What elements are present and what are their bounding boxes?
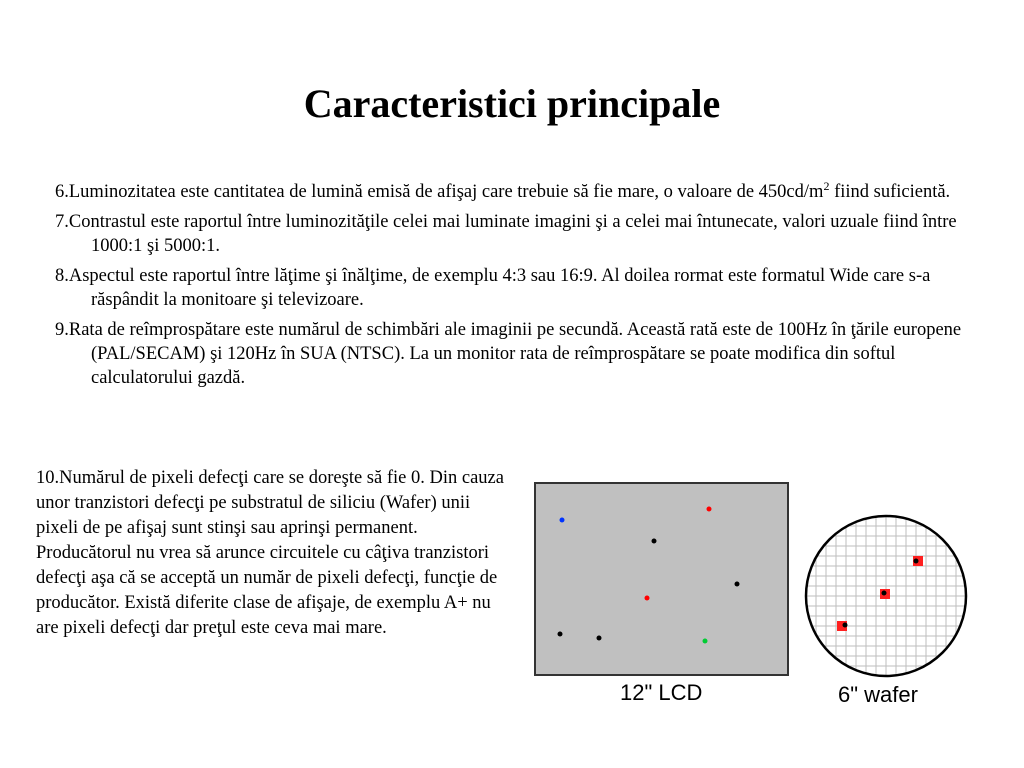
- characteristics-list: [55, 180, 975, 396]
- figure-drawing: [525, 470, 995, 720]
- defective-pixel-black: [735, 582, 740, 587]
- list-item-refresh-rate: 9.Rata de reîmprospătare este numărul de schimbări ale imaginii pe secundă. Această rată este de 100Hz în ţările europene (PAL/SECAM) şi 120Hz în SUA (NTSC). La un monitor rata de reîmprospătare se poate modifica din softul calculatorului gazdă.: [55, 320, 962, 388]
- defective-pixel-red: [707, 507, 712, 512]
- defective-pixel-black: [558, 632, 563, 637]
- list-item-defective-pixels: 10.Numărul de pixeli defecţi care se doreşte să fie 0. Din cauza unor tranzistori defecţi pe substratul de siliciu (Wafer) unii pixeli de pe afişaj sunt stinşi sau aprinşi permanent. Producătorul nu vrea să arunce circuitele cu câţiva tranzistori defecţi aşa că se acceptă un număr de pixeli defecţi, funcţie de producător. Există diferite clase de afişaje, de exemplu A+ nu are pixeli defecţi dar preţul este ceva mai mare.: [36, 468, 504, 638]
- defective-pixel-red: [645, 596, 650, 601]
- lcd-wafer-figure: [525, 470, 995, 720]
- defective-pixel-blue: [560, 518, 565, 523]
- list-item-aspect: 8.Aspectul este raportul între lăţime şi înălţime, de exemplu 4:3 sau 16:9. Al doilea rormat este formatul Wide care s-a răspândit la monitoare şi televizoare.: [55, 266, 931, 310]
- list-item-luminance: 6.Luminozitatea este cantitatea de lumină emisă de afişaj care trebuie să fie mare, o valoare de $450cd/m^2$ fiind suficientă.: [55, 178, 951, 202]
- defective-pixel-green: [703, 639, 708, 644]
- list-item-contrast: 7.Contrastul este raportul între luminozităţile celei mai luminate imagini şi a celei mai întunecate, valori uzuale fiind între 1000:1 şi 5000:1.: [55, 212, 957, 256]
- defective-pixel-black: [597, 636, 602, 641]
- slide-title: Caracteristici principale: [303, 81, 721, 126]
- superscript: 2: [823, 178, 830, 193]
- lcd-panel: [535, 483, 788, 675]
- defective-pixel-black: [652, 539, 657, 544]
- lcd-label: 12" LCD: [620, 680, 703, 705]
- wafer-label: 6" wafer: [838, 682, 918, 707]
